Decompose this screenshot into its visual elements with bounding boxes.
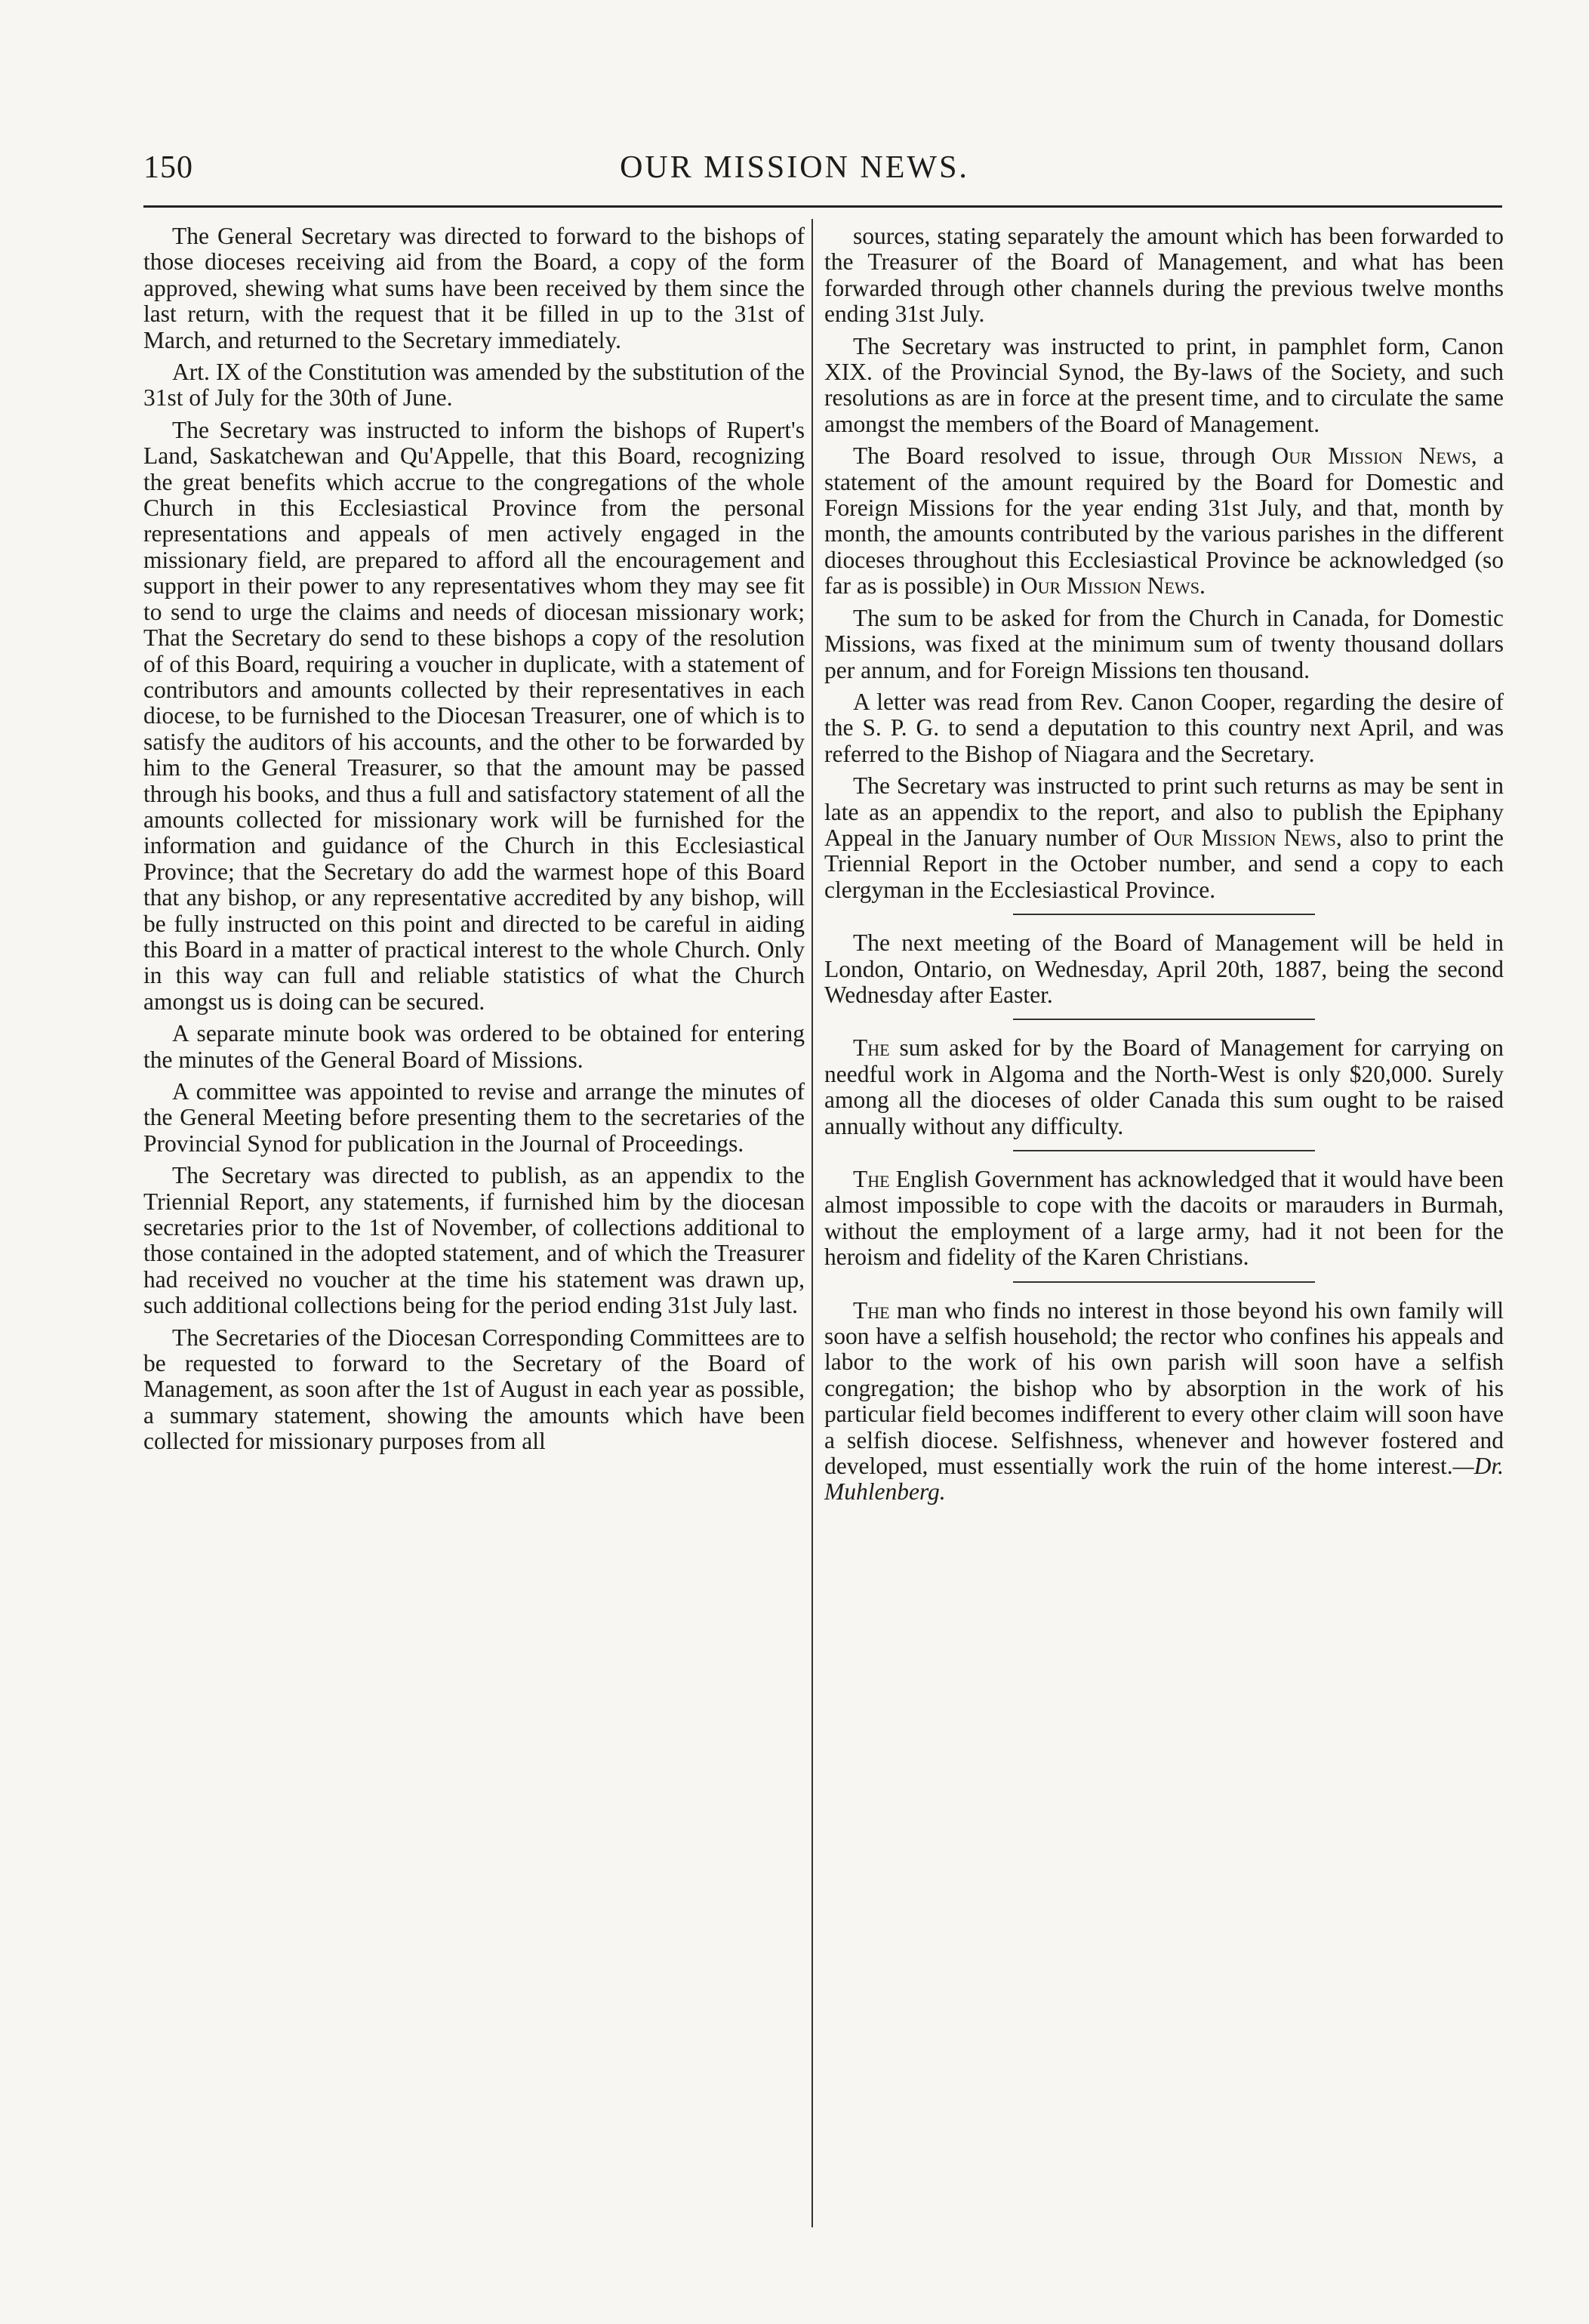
right-paragraph: The Secretary was instructed to print, in pamphlet form, Canon XIX. of the Provincial Synod, the By-laws of the Society, and such resolutions as are in force at the present time, and to circulate the same amongst the members of the Board of Management. <box>824 332 1504 437</box>
notice-paragraph <box>824 1298 1504 1506</box>
left-paragraph: A committee was appointed to revise and arrange the minutes of the General Meeting before presenting them to the secretaries of the Provincial Synod for publication in the Journal of Proceedings. <box>143 1078 805 1157</box>
paragraph-text: The Board resolved to issue, through <box>853 442 1272 470</box>
lead-word: The <box>853 1166 890 1192</box>
notice-paragraph <box>824 930 1504 1008</box>
notice-text: English Government has acknowledged that it would have been almost impossible to cope with the dacoits or marauders in Burmah, without the employment of a large army, had it not been for the heroism and fidelity of the Karen Christians. <box>824 1166 1504 1271</box>
left-column <box>143 223 805 2217</box>
notice-text: The next meeting of the Board of Management will be held in London, Ontario, on Wednesday, April 20th, 1887, being the second Wednesday after Easter. <box>824 929 1504 1008</box>
journal-title: Our Mission News <box>1271 442 1471 470</box>
lead-word: The <box>853 1034 890 1062</box>
section-separator <box>1013 914 1315 915</box>
right-paragraph: The sum to be asked for from the Church in Canada, for Domestic Missions, was fixed at the minimum sum of twenty thousand dollars per annum, and for Foreign Missions ten thousand. <box>824 604 1504 683</box>
notice-text: sum asked for by the Board of Management for carrying on needful work in Algoma and the North-West is only $20,000. Surely among all the dioceses of older Canada this sum ought to be raised annually without any difficulty. <box>824 1034 1504 1139</box>
left-paragraph: A separate minute book was ordered to be obtained for entering the minutes of the General Board of Missions. <box>143 1020 805 1073</box>
paragraph-text: . <box>1199 572 1206 599</box>
quote-attribution: —Dr. Muhlenberg. <box>824 1453 1504 1506</box>
lead-word: The <box>853 1296 890 1324</box>
right-column <box>824 223 1504 2217</box>
running-head: OUR MISSION NEWS. <box>620 150 969 185</box>
section-separator <box>1013 1281 1315 1283</box>
left-paragraph: Art. IX of the Constitution was amended by the substitution of the 31st of July for the 30th of June. <box>143 359 805 411</box>
left-paragraph: The Secretary was instructed to inform the bishops of Rupert's Land, Saskatchewan and Qu'Appelle, that this Board, recognizing the great benefits which accrue to the congregations of the whole Church in this Ecclesiastical Province from the personal representations and appeals of men actively engaged in the missionary field, are prepared to afford all the encouragement and support in their power to any representatives whom they may see fit to send to urge the claims and needs of diocesan missionary work; That the Secretary do send to these bishops a copy of the resolution of of this Board, requiring a voucher in duplicate, with a statement of contributors and amounts collected by their representatives in each diocese, to be furnished to the Diocesan Treasurer, one of which is to satisfy the auditors of his accounts, and the other to be forwarded by him to the General Treasurer, so that the amount may be passed through his books, and thus a full and satisfactory statement of all the amounts collected for missionary work will be furnished for the information and guidance of the Church in this Ecclesiastical Province; that the Secretary do add the warmest hope of this Board that any bishop, or any representative accredited by any bishop, will be fully instructed on this point and directed to be careful in aiding this Board in a matter of practical interest to the whole Church. Only in this way can full and reliable statistics of what the Church amongst us is doing can be secured. <box>143 416 805 1015</box>
left-paragraph: The Secretary was directed to publish, as an appendix to the Triennial Report, any statements, if furnished him by the diocesan secretaries prior to the 1st of November, of collections additional to those contained in the adopted statement, and of which the Treasurer had received no voucher at the time his statement was drawn up, such additional collections being for the period ending 31st July last. <box>143 1162 805 1319</box>
left-paragraph: The Secretaries of the Diocesan Corresponding Committees are to be requested to forward to the Secretary of the Board of Management, as soon after the 1st of August in each year as possible, a summary statement, showing the amounts which have been collected for missionary purposes from all <box>143 1324 805 1455</box>
paragraph-text: , also to print the Triennial Report in the October number, and send a copy to each clergyman in the Ecclesiastical Province. <box>824 824 1504 903</box>
journal-title: Our Mission News <box>1020 572 1199 599</box>
right-paragraph <box>824 443 1504 599</box>
notice-paragraph <box>824 1167 1504 1271</box>
right-paragraph <box>824 773 1504 903</box>
paragraph-text: , a statement of the amount required by the Board for Domestic and Foreign Missions for the year ending 31st July, and that, month by month, the amounts contributed by the various parishes in the different dioceses throughout this Ecclesiastical Province be acknowledged (so far as is possible) in <box>824 442 1504 599</box>
section-separator <box>1013 1019 1315 1020</box>
section-separator <box>1013 1150 1315 1151</box>
paragraph-text: The Secretary was instructed to print such returns as may be sent in late as an appendix to the report, and also to publish the Epiphany Appeal in the January number of <box>824 772 1504 851</box>
column-divider <box>811 219 813 2227</box>
right-paragraph: A letter was read from Rev. Canon Cooper, regarding the desire of the S. P. G. to send a deputation to this country next April, and was referred to the Bishop of Niagara and the Secretary. <box>824 688 1504 767</box>
notice-text: man who finds no interest in those beyond his own family will soon have a selfish household; the rector who confines his appeals and labor to the work of his own parish will soon have a selfish congregation; the bishop who by absorption in the work of his particular field becomes indifferent to every other claim will soon have a selfish diocese. Selfishness, whenever and however fostered and developed, must essentially work the ruin of the home interest. <box>824 1296 1504 1480</box>
right-paragraph: sources, stating separately the amount which has been forwarded to the Treasurer of the Board of Management, and what has been forwarded through other channels during the previous twelve months ending 31st July. <box>824 223 1504 328</box>
left-paragraph: The General Secretary was directed to forward to the bishops of those dioceses receiving aid from the Board, a copy of the form approved, shewing what sums have been received by them since the last return, with the request that it be filled in up to the 31st of March, and returned to the Secretary immediately. <box>143 223 805 353</box>
header-rule <box>143 205 1502 208</box>
journal-title: Our Mission News <box>1153 824 1336 851</box>
page-number: 150 <box>143 150 193 185</box>
notice-paragraph <box>824 1035 1504 1139</box>
